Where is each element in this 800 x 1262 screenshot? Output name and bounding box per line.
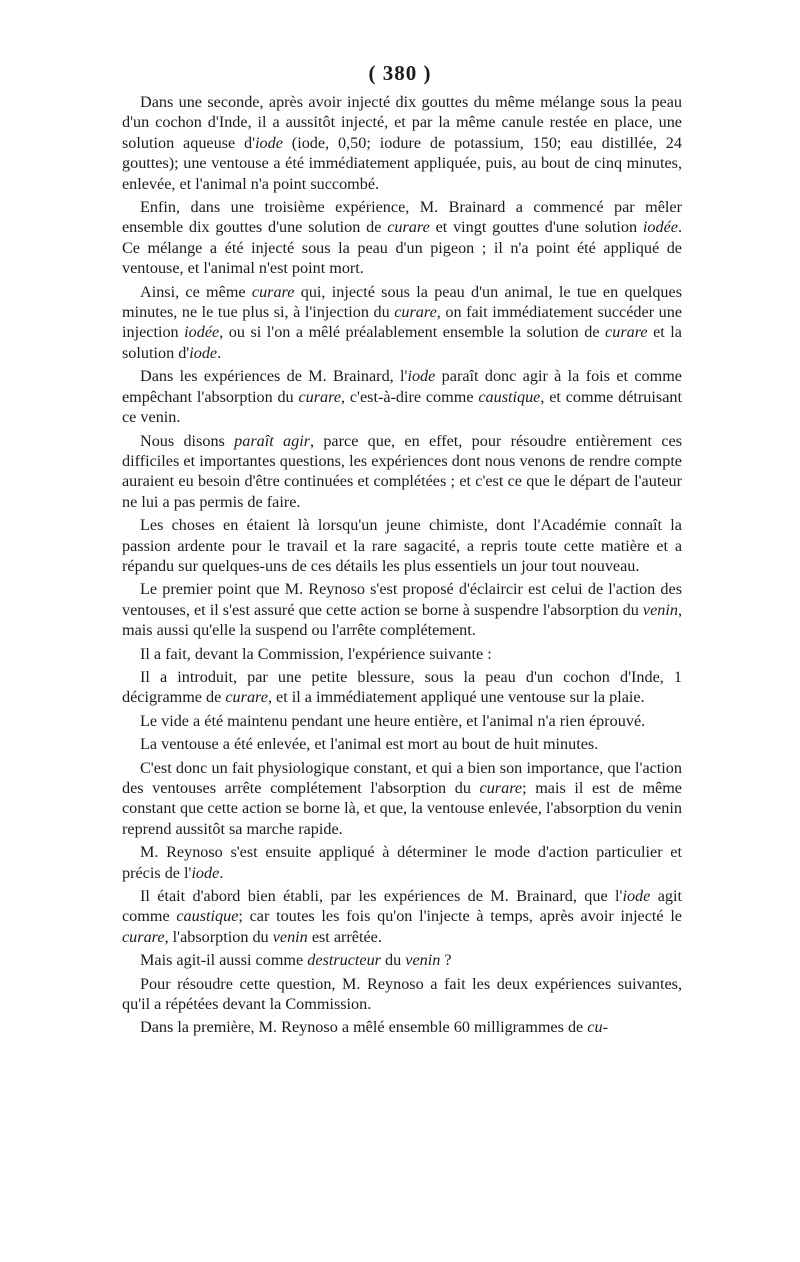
text-run: , et comme détruisant ce venin. [122, 387, 682, 427]
text-run: et vingt gouttes d'une solution [429, 218, 643, 237]
text-run: , ou si l'on a mêlé préalablement ensemble la solution de [219, 323, 606, 342]
paragraph [122, 758, 682, 840]
text-run: Il a fait, devant la Commission, l'expérience suivante : [140, 644, 492, 663]
text-run: Le vide a été maintenu pendant une heure entière, et l'animal n'a rien éprouvé. [140, 711, 646, 730]
text-run: , c'est-à-dire comme [341, 387, 479, 406]
text-run: . Ce mélange a été injecté sous la peau d'un pigeon ; il n'a point été appliqué de ventouse, et l'animal n'est point mort. [122, 218, 682, 278]
text-run: . [217, 343, 222, 362]
italic-text: venin [642, 600, 678, 619]
italic-text: curare [251, 282, 295, 301]
italic-text: cu- [587, 1018, 608, 1037]
paragraph [122, 282, 682, 364]
paragraph [122, 579, 682, 640]
italic-text: iode [255, 133, 283, 152]
text-run: Le premier point que M. Reynoso s'est proposé d'éclaircir est celui de l'action des ventouses, et il s'est assuré que cette action se borne à suspendre l'absorption du [122, 580, 682, 619]
italic-text: iode [622, 887, 651, 906]
italic-text: curare [394, 303, 437, 322]
italic-text: venin [405, 951, 441, 970]
text-run: qui, injecté sous la peau d'un animal, le tue en quelques minutes, ne le tue plus si, à l'injection du [122, 282, 682, 322]
italic-text: caustique [176, 907, 239, 926]
paragraph [122, 197, 682, 279]
text-run: ; mais il est de même constant que cette action se borne là, et que, la ventouse enlevée, l'absorption du venin reprend aussitôt sa marche rapide. [122, 779, 682, 838]
text-run: (iode, 0,50; iodure de potassium, 150; eau distillée, 24 gouttes); une ventouse a été immédiatement appliquée, puis, au bout de cinq minutes, enlevée, et l'animal n'a point succombé. [122, 133, 682, 193]
text-run: , on fait immédiatement succéder une injection [122, 303, 682, 342]
text-run: Dans la première, M. Reynoso a mêlé ensemble 60 milligrammes de [140, 1018, 588, 1037]
text-run: et la solution d' [122, 323, 682, 362]
italic-text: curare [387, 218, 430, 237]
text-run: Dans une seconde, après avoir injecté dix gouttes du même mélange sous la peau d'un cochon d'Inde, il a aussitôt injecté, et par la même canule restée en place, une solution aqueuse d' [122, 93, 682, 152]
paragraph [122, 974, 682, 1015]
text-run: , parce que, en effet, pour résoudre entièrement ces difficiles et importantes questions, les expériences dont nous venons de rendre compte auraient eu besoin d'être continuées et complétées ; et c'est ce que le départ de l'auteur ne lui a pas permis de faire. [122, 431, 682, 511]
text-run: C'est donc un fait physiologique constant, et qui a bien son importance, que l'action des ventouses arrête complétement l'absorption du [122, 758, 682, 797]
text-run: Ainsi, ce même [140, 282, 252, 301]
text-run: , mais aussi qu'elle la suspend ou l'arrête complétement. [122, 600, 682, 640]
text-run: Dans les expériences de M. Brainard, l' [140, 367, 408, 386]
text-run: M. Reynoso s'est ensuite appliqué à déterminer le mode d'action particulier et précis de l' [122, 843, 682, 882]
text-run: du [380, 951, 406, 970]
text-run: Nous disons [140, 431, 235, 450]
italic-text: venin [272, 927, 308, 946]
paragraph [122, 734, 682, 754]
italic-text: curare [479, 779, 523, 797]
text-run: ; car toutes les fois qu'on l'injecte à temps, après avoir injecté le [238, 907, 682, 926]
paragraph [122, 711, 682, 731]
paragraph [122, 950, 682, 970]
paragraph [122, 431, 682, 513]
paragraph [122, 644, 682, 664]
text-run: , et il a immédiatement appliqué une ventouse sur la plaie. [267, 688, 645, 707]
text-run: . [219, 863, 224, 882]
italic-text: iodée [184, 323, 220, 342]
italic-text: caustique [478, 387, 541, 406]
paragraph [122, 1017, 682, 1037]
paragraph [122, 366, 682, 427]
italic-text: curare [225, 688, 268, 707]
italic-text: iode [189, 343, 218, 362]
paragraph [122, 92, 682, 194]
text-run: paraît donc agir à la fois et comme empêchant l'absorption du [122, 367, 682, 406]
paragraph [122, 886, 682, 947]
paragraph [122, 667, 682, 708]
text-run: Les choses en étaient là lorsqu'un jeune chimiste, dont l'Académie connaît la passion ardente pour le travail et la rare sagacité, a repris toute cette matière et a répandu sur quelques-uns de ces détails les plus essentiels un jour tout nouveau. [122, 516, 682, 575]
text-run: Il était d'abord bien établi, par les expériences de M. Brainard, que l' [140, 887, 623, 906]
text-run: Pour résoudre cette question, M. Reynoso a fait les deux expériences suivantes, qu'il a répétées devant la Commission. [122, 974, 682, 1014]
text-run: Mais agit-il aussi comme [140, 951, 308, 970]
text-run: Enfin, dans une troisième expérience, M. Brainard a commencé par mêler ensemble dix gouttes d'une solution de [122, 198, 682, 237]
text-run: Il a introduit, par une petite blessure, sous la peau d'un cochon d'Inde, 1 décigramme de [122, 667, 682, 707]
paragraph [122, 842, 682, 883]
italic-text: curare [298, 387, 342, 406]
italic-text: curare [605, 323, 648, 342]
page-number: ( 380 ) [368, 61, 432, 85]
text-run: ? [440, 951, 452, 970]
text-run: La ventouse a été enlevée, et l'animal est mort au bout de huit minutes. [140, 735, 599, 754]
italic-text: iodée [642, 218, 678, 237]
text-run: , l'absorption du [164, 927, 273, 946]
italic-text: paraît agir [234, 431, 310, 450]
text-run: est arrêtée. [307, 927, 382, 946]
text-run: agit comme [122, 887, 682, 926]
body-text [122, 92, 682, 1041]
italic-text: curare [122, 927, 165, 946]
italic-text: iode [191, 863, 220, 882]
paragraph [122, 515, 682, 576]
italic-text: destructeur [307, 951, 381, 970]
italic-text: iode [407, 367, 436, 386]
